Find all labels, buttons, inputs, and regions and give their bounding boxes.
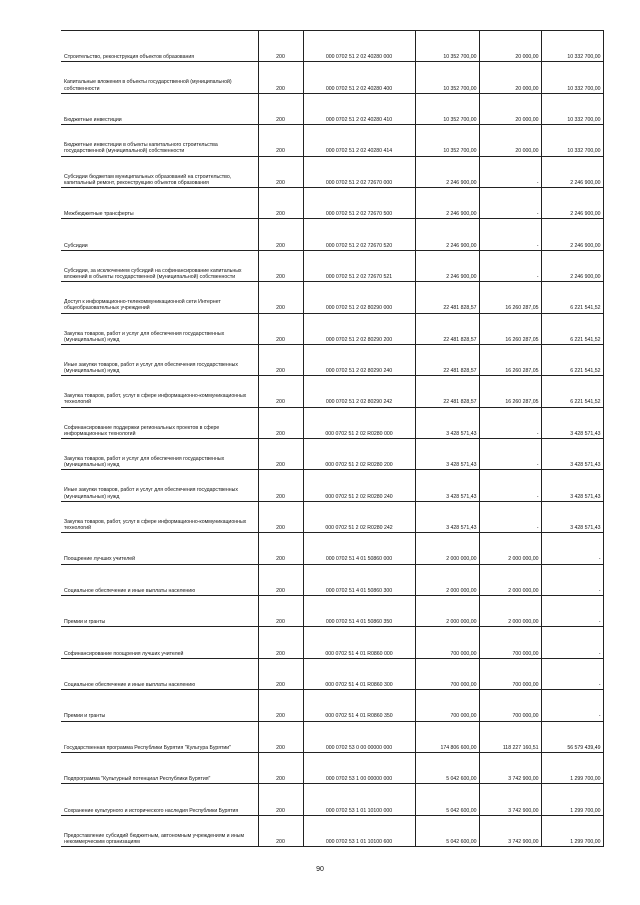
row-executed-amount: - bbox=[479, 187, 541, 218]
row-approved-amount: 174 806 600,00 bbox=[415, 721, 479, 752]
table-row bbox=[61, 219, 603, 250]
row-name: Межбюджетные трансферты bbox=[61, 187, 258, 218]
table-row bbox=[61, 439, 603, 470]
row-unexecuted-amount: 2 246 900,00 bbox=[541, 250, 603, 281]
table-row bbox=[61, 156, 603, 187]
row-kbk: 000 0702 51 2 02 80290 242 bbox=[303, 376, 415, 407]
row-name: Капитальные вложения в объекты государственной (муниципальной) собственности bbox=[61, 62, 258, 93]
row-executed-amount: 700 000,00 bbox=[479, 690, 541, 721]
row-executed-amount: 3 742 900,00 bbox=[479, 815, 541, 846]
row-name: Закупка товаров, работ и услуг для обеспечения государственных (муниципальных) нужд bbox=[61, 439, 258, 470]
row-code: 200 bbox=[258, 721, 303, 752]
table-row bbox=[61, 784, 603, 815]
row-kbk: 000 0702 53 1 00 00000 000 bbox=[303, 752, 415, 783]
row-name: Закупка товаров, работ, услуг в сфере информационно-коммуникационных технологий bbox=[61, 376, 258, 407]
row-executed-amount: - bbox=[479, 407, 541, 438]
row-kbk: 000 0702 51 4 01 R0860 350 bbox=[303, 690, 415, 721]
row-kbk: 000 0702 51 2 02 40280 410 bbox=[303, 93, 415, 124]
row-approved-amount: 2 000 000,00 bbox=[415, 596, 479, 627]
row-executed-amount: 2 000 000,00 bbox=[479, 596, 541, 627]
row-name: Субсидии bbox=[61, 219, 258, 250]
row-code: 200 bbox=[258, 596, 303, 627]
row-executed-amount: 20 000,00 bbox=[479, 62, 541, 93]
row-name: Софинансирование поддержки региональных проектов в сфере информационных технологий bbox=[61, 407, 258, 438]
budget-table-body bbox=[61, 31, 603, 847]
table-row bbox=[61, 407, 603, 438]
row-unexecuted-amount: 3 428 571,43 bbox=[541, 501, 603, 532]
row-executed-amount: 2 000 000,00 bbox=[479, 564, 541, 595]
row-name: Сохранение культурного и исторического наследия Республики Бурятия bbox=[61, 784, 258, 815]
row-approved-amount: 22 481 828,57 bbox=[415, 376, 479, 407]
row-executed-amount: 16 260 287,05 bbox=[479, 344, 541, 375]
row-executed-amount: - bbox=[479, 501, 541, 532]
row-unexecuted-amount: 6 221 541,52 bbox=[541, 376, 603, 407]
row-executed-amount: 3 742 900,00 bbox=[479, 752, 541, 783]
row-executed-amount: 20 000,00 bbox=[479, 125, 541, 156]
row-name: Субсидии, за исключением субсидий на софинансирование капитальных вложений в объекты государственной (муниципальной) собственности bbox=[61, 250, 258, 281]
row-unexecuted-amount: 2 246 900,00 bbox=[541, 187, 603, 218]
row-unexecuted-amount: 6 221 541,52 bbox=[541, 282, 603, 313]
row-approved-amount: 700 000,00 bbox=[415, 627, 479, 658]
row-kbk: 000 0702 51 2 02 80290 240 bbox=[303, 344, 415, 375]
table-row bbox=[61, 564, 603, 595]
row-kbk: 000 0702 51 2 02 80290 200 bbox=[303, 313, 415, 344]
row-kbk: 000 0702 51 2 02 72670 521 bbox=[303, 250, 415, 281]
table-row bbox=[61, 752, 603, 783]
row-approved-amount: 22 481 828,57 bbox=[415, 344, 479, 375]
table-row bbox=[61, 690, 603, 721]
row-approved-amount: 3 428 571,43 bbox=[415, 407, 479, 438]
table-row bbox=[61, 721, 603, 752]
row-code: 200 bbox=[258, 627, 303, 658]
row-code: 200 bbox=[258, 282, 303, 313]
row-kbk: 000 0702 51 4 01 50860 350 bbox=[303, 596, 415, 627]
row-executed-amount: - bbox=[479, 156, 541, 187]
row-approved-amount: 22 481 828,57 bbox=[415, 282, 479, 313]
row-code: 200 bbox=[258, 219, 303, 250]
row-unexecuted-amount: - bbox=[541, 596, 603, 627]
row-unexecuted-amount: 1 299 700,00 bbox=[541, 784, 603, 815]
row-executed-amount: - bbox=[479, 250, 541, 281]
row-executed-amount: - bbox=[479, 439, 541, 470]
row-kbk: 000 0702 51 2 02 72670 520 bbox=[303, 219, 415, 250]
row-unexecuted-amount: 3 428 571,43 bbox=[541, 470, 603, 501]
row-approved-amount: 2 246 900,00 bbox=[415, 250, 479, 281]
row-code: 200 bbox=[258, 784, 303, 815]
row-approved-amount: 700 000,00 bbox=[415, 658, 479, 689]
row-code: 200 bbox=[258, 125, 303, 156]
row-name: Закупка товаров, работ, услуг в сфере информационно-коммуникационных технологий bbox=[61, 501, 258, 532]
row-kbk: 000 0702 53 1 01 10100 600 bbox=[303, 815, 415, 846]
row-executed-amount: 16 260 287,05 bbox=[479, 376, 541, 407]
row-name: Государственная программа Республики Бурятия "Культура Бурятии" bbox=[61, 721, 258, 752]
row-unexecuted-amount: 2 246 900,00 bbox=[541, 219, 603, 250]
row-unexecuted-amount: - bbox=[541, 627, 603, 658]
row-unexecuted-amount: 56 579 439,49 bbox=[541, 721, 603, 752]
row-approved-amount: 2 000 000,00 bbox=[415, 564, 479, 595]
table-row bbox=[61, 501, 603, 532]
row-code: 200 bbox=[258, 156, 303, 187]
row-code: 200 bbox=[258, 564, 303, 595]
row-approved-amount: 2 246 900,00 bbox=[415, 219, 479, 250]
row-code: 200 bbox=[258, 93, 303, 124]
row-code: 200 bbox=[258, 470, 303, 501]
row-approved-amount: 10 352 700,00 bbox=[415, 93, 479, 124]
row-kbk: 000 0702 51 2 02 R0280 242 bbox=[303, 501, 415, 532]
page-number: 90 bbox=[316, 866, 324, 873]
row-kbk: 000 0702 53 1 01 10100 000 bbox=[303, 784, 415, 815]
row-kbk: 000 0702 51 2 02 72670 000 bbox=[303, 156, 415, 187]
row-unexecuted-amount: - bbox=[541, 690, 603, 721]
row-kbk: 000 0702 51 4 01 50860 300 bbox=[303, 564, 415, 595]
row-kbk: 000 0702 51 2 02 40280 000 bbox=[303, 31, 415, 62]
row-name: Субсидии бюджетам муниципальных образований на строительство, капитальный ремонт, реконструкцию объектов образования bbox=[61, 156, 258, 187]
row-unexecuted-amount: 2 246 900,00 bbox=[541, 156, 603, 187]
row-code: 200 bbox=[258, 815, 303, 846]
row-code: 200 bbox=[258, 31, 303, 62]
row-name: Бюджетные инвестиции bbox=[61, 93, 258, 124]
row-kbk: 000 0702 53 0 00 00000 000 bbox=[303, 721, 415, 752]
row-unexecuted-amount: 10 332 700,00 bbox=[541, 31, 603, 62]
table-row bbox=[61, 125, 603, 156]
budget-table-sheet bbox=[61, 30, 603, 847]
row-name: Социальное обеспечение и иные выплаты населению bbox=[61, 658, 258, 689]
table-row bbox=[61, 31, 603, 62]
row-name: Предоставление субсидий бюджетным, автономным учреждениям и иным некоммерческим организациям bbox=[61, 815, 258, 846]
row-executed-amount: - bbox=[479, 219, 541, 250]
row-executed-amount: 700 000,00 bbox=[479, 627, 541, 658]
table-row bbox=[61, 376, 603, 407]
row-kbk: 000 0702 51 2 02 R0280 240 bbox=[303, 470, 415, 501]
row-name: Иные закупки товаров, работ и услуг для обеспечения государственных (муниципальных) нужд bbox=[61, 344, 258, 375]
table-row bbox=[61, 93, 603, 124]
row-name: Софинансирование поощрения лучших учителей bbox=[61, 627, 258, 658]
table-row bbox=[61, 250, 603, 281]
row-code: 200 bbox=[258, 690, 303, 721]
row-kbk: 000 0702 51 2 02 40280 400 bbox=[303, 62, 415, 93]
row-kbk: 000 0702 51 4 01 R0860 000 bbox=[303, 627, 415, 658]
row-unexecuted-amount: - bbox=[541, 564, 603, 595]
row-executed-amount: 700 000,00 bbox=[479, 658, 541, 689]
row-executed-amount: - bbox=[479, 470, 541, 501]
row-code: 200 bbox=[258, 533, 303, 564]
row-kbk: 000 0702 51 2 02 80290 000 bbox=[303, 282, 415, 313]
row-code: 200 bbox=[258, 313, 303, 344]
table-row bbox=[61, 313, 603, 344]
row-approved-amount: 10 352 700,00 bbox=[415, 125, 479, 156]
row-unexecuted-amount: 10 332 700,00 bbox=[541, 125, 603, 156]
row-approved-amount: 5 042 600,00 bbox=[415, 752, 479, 783]
row-name: Социальное обеспечение и иные выплаты населению bbox=[61, 564, 258, 595]
row-unexecuted-amount: 10 332 700,00 bbox=[541, 93, 603, 124]
row-kbk: 000 0702 51 2 02 R0280 200 bbox=[303, 439, 415, 470]
row-approved-amount: 5 042 600,00 bbox=[415, 815, 479, 846]
row-code: 200 bbox=[258, 250, 303, 281]
row-approved-amount: 10 352 700,00 bbox=[415, 62, 479, 93]
row-name: Подпрограмма "Культурный потенциал Республики Бурятия" bbox=[61, 752, 258, 783]
row-name: Иные закупки товаров, работ и услуг для обеспечения государственных (муниципальных) нужд bbox=[61, 470, 258, 501]
row-approved-amount: 2 000 000,00 bbox=[415, 533, 479, 564]
row-name: Закупка товаров, работ и услуг для обеспечения государственных (муниципальных) нужд bbox=[61, 313, 258, 344]
row-unexecuted-amount: - bbox=[541, 658, 603, 689]
row-unexecuted-amount: 6 221 541,52 bbox=[541, 313, 603, 344]
row-approved-amount: 10 352 700,00 bbox=[415, 31, 479, 62]
table-row bbox=[61, 533, 603, 564]
budget-table bbox=[61, 30, 604, 847]
row-code: 200 bbox=[258, 407, 303, 438]
table-row bbox=[61, 187, 603, 218]
row-unexecuted-amount: - bbox=[541, 533, 603, 564]
row-unexecuted-amount: 3 428 571,43 bbox=[541, 407, 603, 438]
row-approved-amount: 700 000,00 bbox=[415, 690, 479, 721]
row-unexecuted-amount: 1 299 700,00 bbox=[541, 815, 603, 846]
row-kbk: 000 0702 51 4 01 R0860 300 bbox=[303, 658, 415, 689]
row-unexecuted-amount: 6 221 541,52 bbox=[541, 344, 603, 375]
table-row bbox=[61, 658, 603, 689]
table-row bbox=[61, 344, 603, 375]
row-executed-amount: 2 000 000,00 bbox=[479, 533, 541, 564]
row-executed-amount: 16 260 287,05 bbox=[479, 313, 541, 344]
row-name: Строительство, реконструкция объектов образования bbox=[61, 31, 258, 62]
row-kbk: 000 0702 51 2 02 40280 414 bbox=[303, 125, 415, 156]
row-name: Премии и гранты bbox=[61, 596, 258, 627]
row-code: 200 bbox=[258, 376, 303, 407]
row-approved-amount: 5 042 600,00 bbox=[415, 784, 479, 815]
row-code: 200 bbox=[258, 187, 303, 218]
row-kbk: 000 0702 51 2 02 72670 500 bbox=[303, 187, 415, 218]
row-executed-amount: 3 742 900,00 bbox=[479, 784, 541, 815]
table-row bbox=[61, 62, 603, 93]
row-approved-amount: 3 428 571,43 bbox=[415, 439, 479, 470]
row-code: 200 bbox=[258, 344, 303, 375]
row-code: 200 bbox=[258, 439, 303, 470]
row-name: Доступ к информационно-телекоммуникационной сети Интернет общеобразовательных учреждений bbox=[61, 282, 258, 313]
row-kbk: 000 0702 51 2 02 R0280 000 bbox=[303, 407, 415, 438]
table-row bbox=[61, 627, 603, 658]
row-executed-amount: 118 227 160,51 bbox=[479, 721, 541, 752]
row-code: 200 bbox=[258, 62, 303, 93]
row-unexecuted-amount: 10 332 700,00 bbox=[541, 62, 603, 93]
table-row bbox=[61, 470, 603, 501]
table-row bbox=[61, 282, 603, 313]
row-name: Бюджетные инвестиции в объекты капитального строительства государственной (муниципальной) собственности bbox=[61, 125, 258, 156]
row-approved-amount: 2 246 900,00 bbox=[415, 187, 479, 218]
table-row bbox=[61, 815, 603, 846]
row-name: Премии и гранты bbox=[61, 690, 258, 721]
row-name: Поощрение лучших учителей bbox=[61, 533, 258, 564]
row-executed-amount: 20 000,00 bbox=[479, 31, 541, 62]
row-kbk: 000 0702 51 4 01 50860 000 bbox=[303, 533, 415, 564]
row-approved-amount: 22 481 828,57 bbox=[415, 313, 479, 344]
row-executed-amount: 16 260 287,05 bbox=[479, 282, 541, 313]
row-executed-amount: 20 000,00 bbox=[479, 93, 541, 124]
row-approved-amount: 3 428 571,43 bbox=[415, 501, 479, 532]
row-approved-amount: 2 246 900,00 bbox=[415, 156, 479, 187]
row-code: 200 bbox=[258, 658, 303, 689]
row-code: 200 bbox=[258, 501, 303, 532]
row-unexecuted-amount: 1 299 700,00 bbox=[541, 752, 603, 783]
row-approved-amount: 3 428 571,43 bbox=[415, 470, 479, 501]
row-code: 200 bbox=[258, 752, 303, 783]
table-row bbox=[61, 596, 603, 627]
row-unexecuted-amount: 3 428 571,43 bbox=[541, 439, 603, 470]
